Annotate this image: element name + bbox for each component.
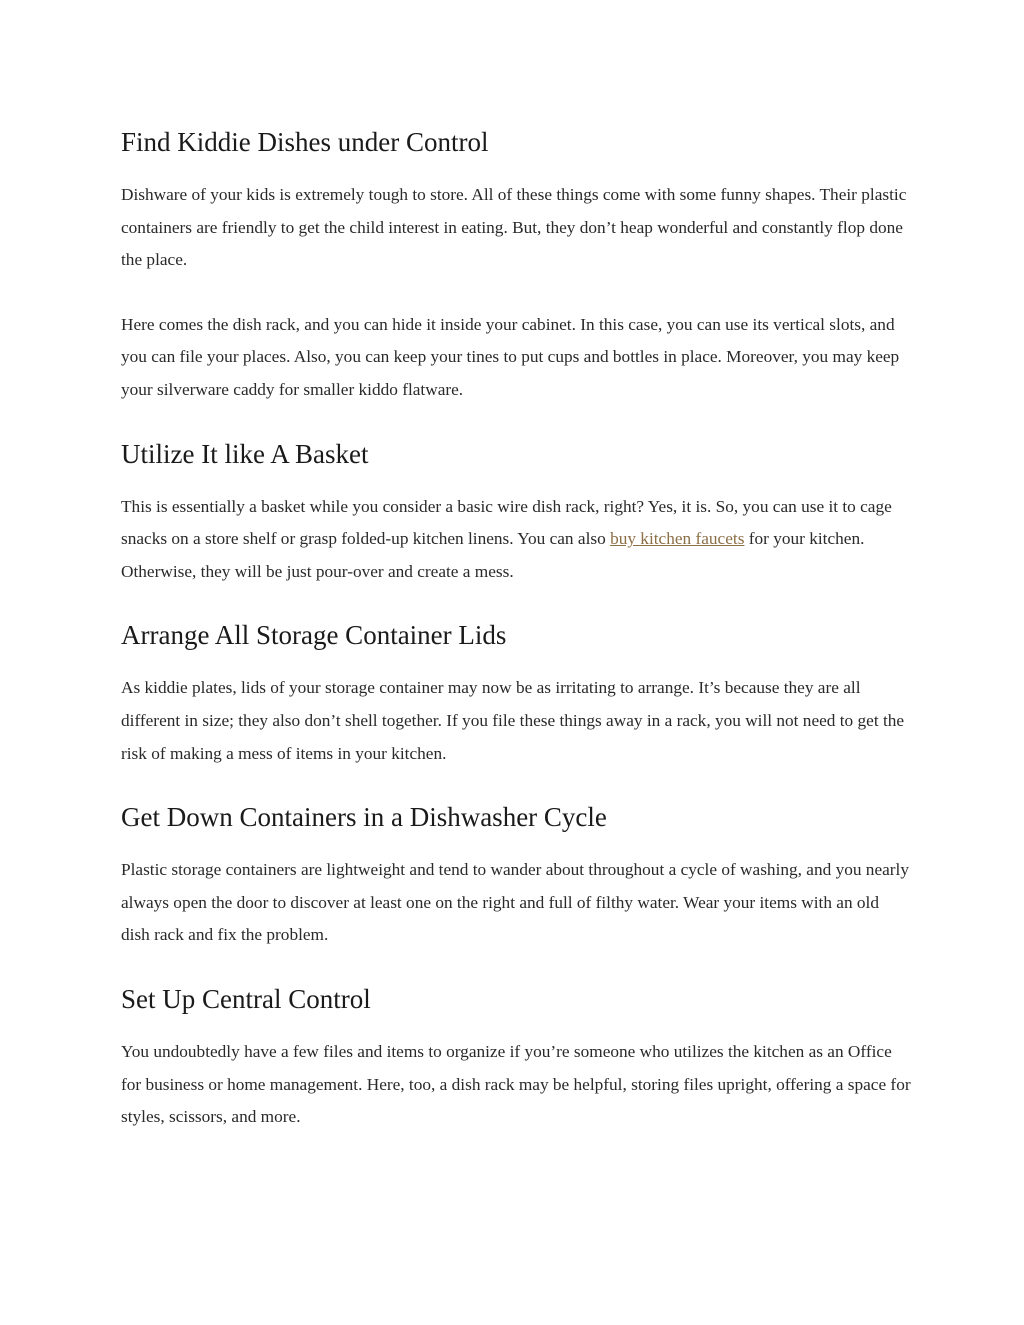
section-find-kiddie-dishes xyxy=(121,124,911,407)
paragraph: Dishware of your kids is extremely tough to store. All of these things come with some funny shapes. Their plastic containers are friendly to get the child interest in eating. But, they don’t heap wonderful and constantly flop done the place. xyxy=(121,185,907,270)
section-heading: Get Down Containers in a Dishwasher Cycle xyxy=(121,802,607,833)
section-heading: Utilize It like A Basket xyxy=(121,438,369,469)
section-arrange-lids xyxy=(121,617,911,770)
section-heading: Arrange All Storage Container Lids xyxy=(121,620,507,651)
paragraph-text: for your kitchen. Otherwise, they will be just pour-over and create a mess. xyxy=(121,529,865,581)
section-heading: Find Kiddie Dishes under Control xyxy=(121,127,489,157)
section-dishwasher-cycle xyxy=(121,799,911,952)
section-central-control xyxy=(121,981,911,1134)
section-heading: Set Up Central Control xyxy=(121,983,371,1014)
paragraph: Plastic storage containers are lightweight and tend to wander about throughout a cycle of washing, and you nearly always open the door to discover at least one on the right and full of filthy water. Wear your items with an old dish rack and fix the problem. xyxy=(121,860,909,945)
document-page xyxy=(121,124,911,1134)
section-utilize-basket xyxy=(121,436,911,589)
paragraph xyxy=(121,491,911,589)
buy-kitchen-faucets-link[interactable]: buy kitchen faucets xyxy=(610,529,745,549)
paragraph-text: This is essentially a basket while you consider a basic wire dish rack, right? Yes, it is. So, you can use it to cage snacks on a store shelf or grasp folded-up kitchen linens. You can also xyxy=(121,496,892,549)
paragraph: You undoubtedly have a few files and items to organize if you’re someone who utilizes the kitchen as an Office for business or home management. Here, too, a dish rack may be helpful, storing files upright, offering a space for styles, scissors, and more. xyxy=(121,1041,911,1127)
paragraph: As kiddie plates, lids of your storage container may now be as irritating to arrange. It’s because they are all different in size; they also don’t shell together. If you file these things away in a rack, you will not need to get the risk of making a mess of items in your kitchen. xyxy=(121,678,905,763)
paragraph: Here comes the dish rack, and you can hide it inside your cabinet. In this case, you can use its vertical slots, and you can file your places. Also, you can keep your tines to put cups and bottles in place. Moreover, you may keep your silverware caddy for smaller kiddo flatware. xyxy=(121,314,900,399)
